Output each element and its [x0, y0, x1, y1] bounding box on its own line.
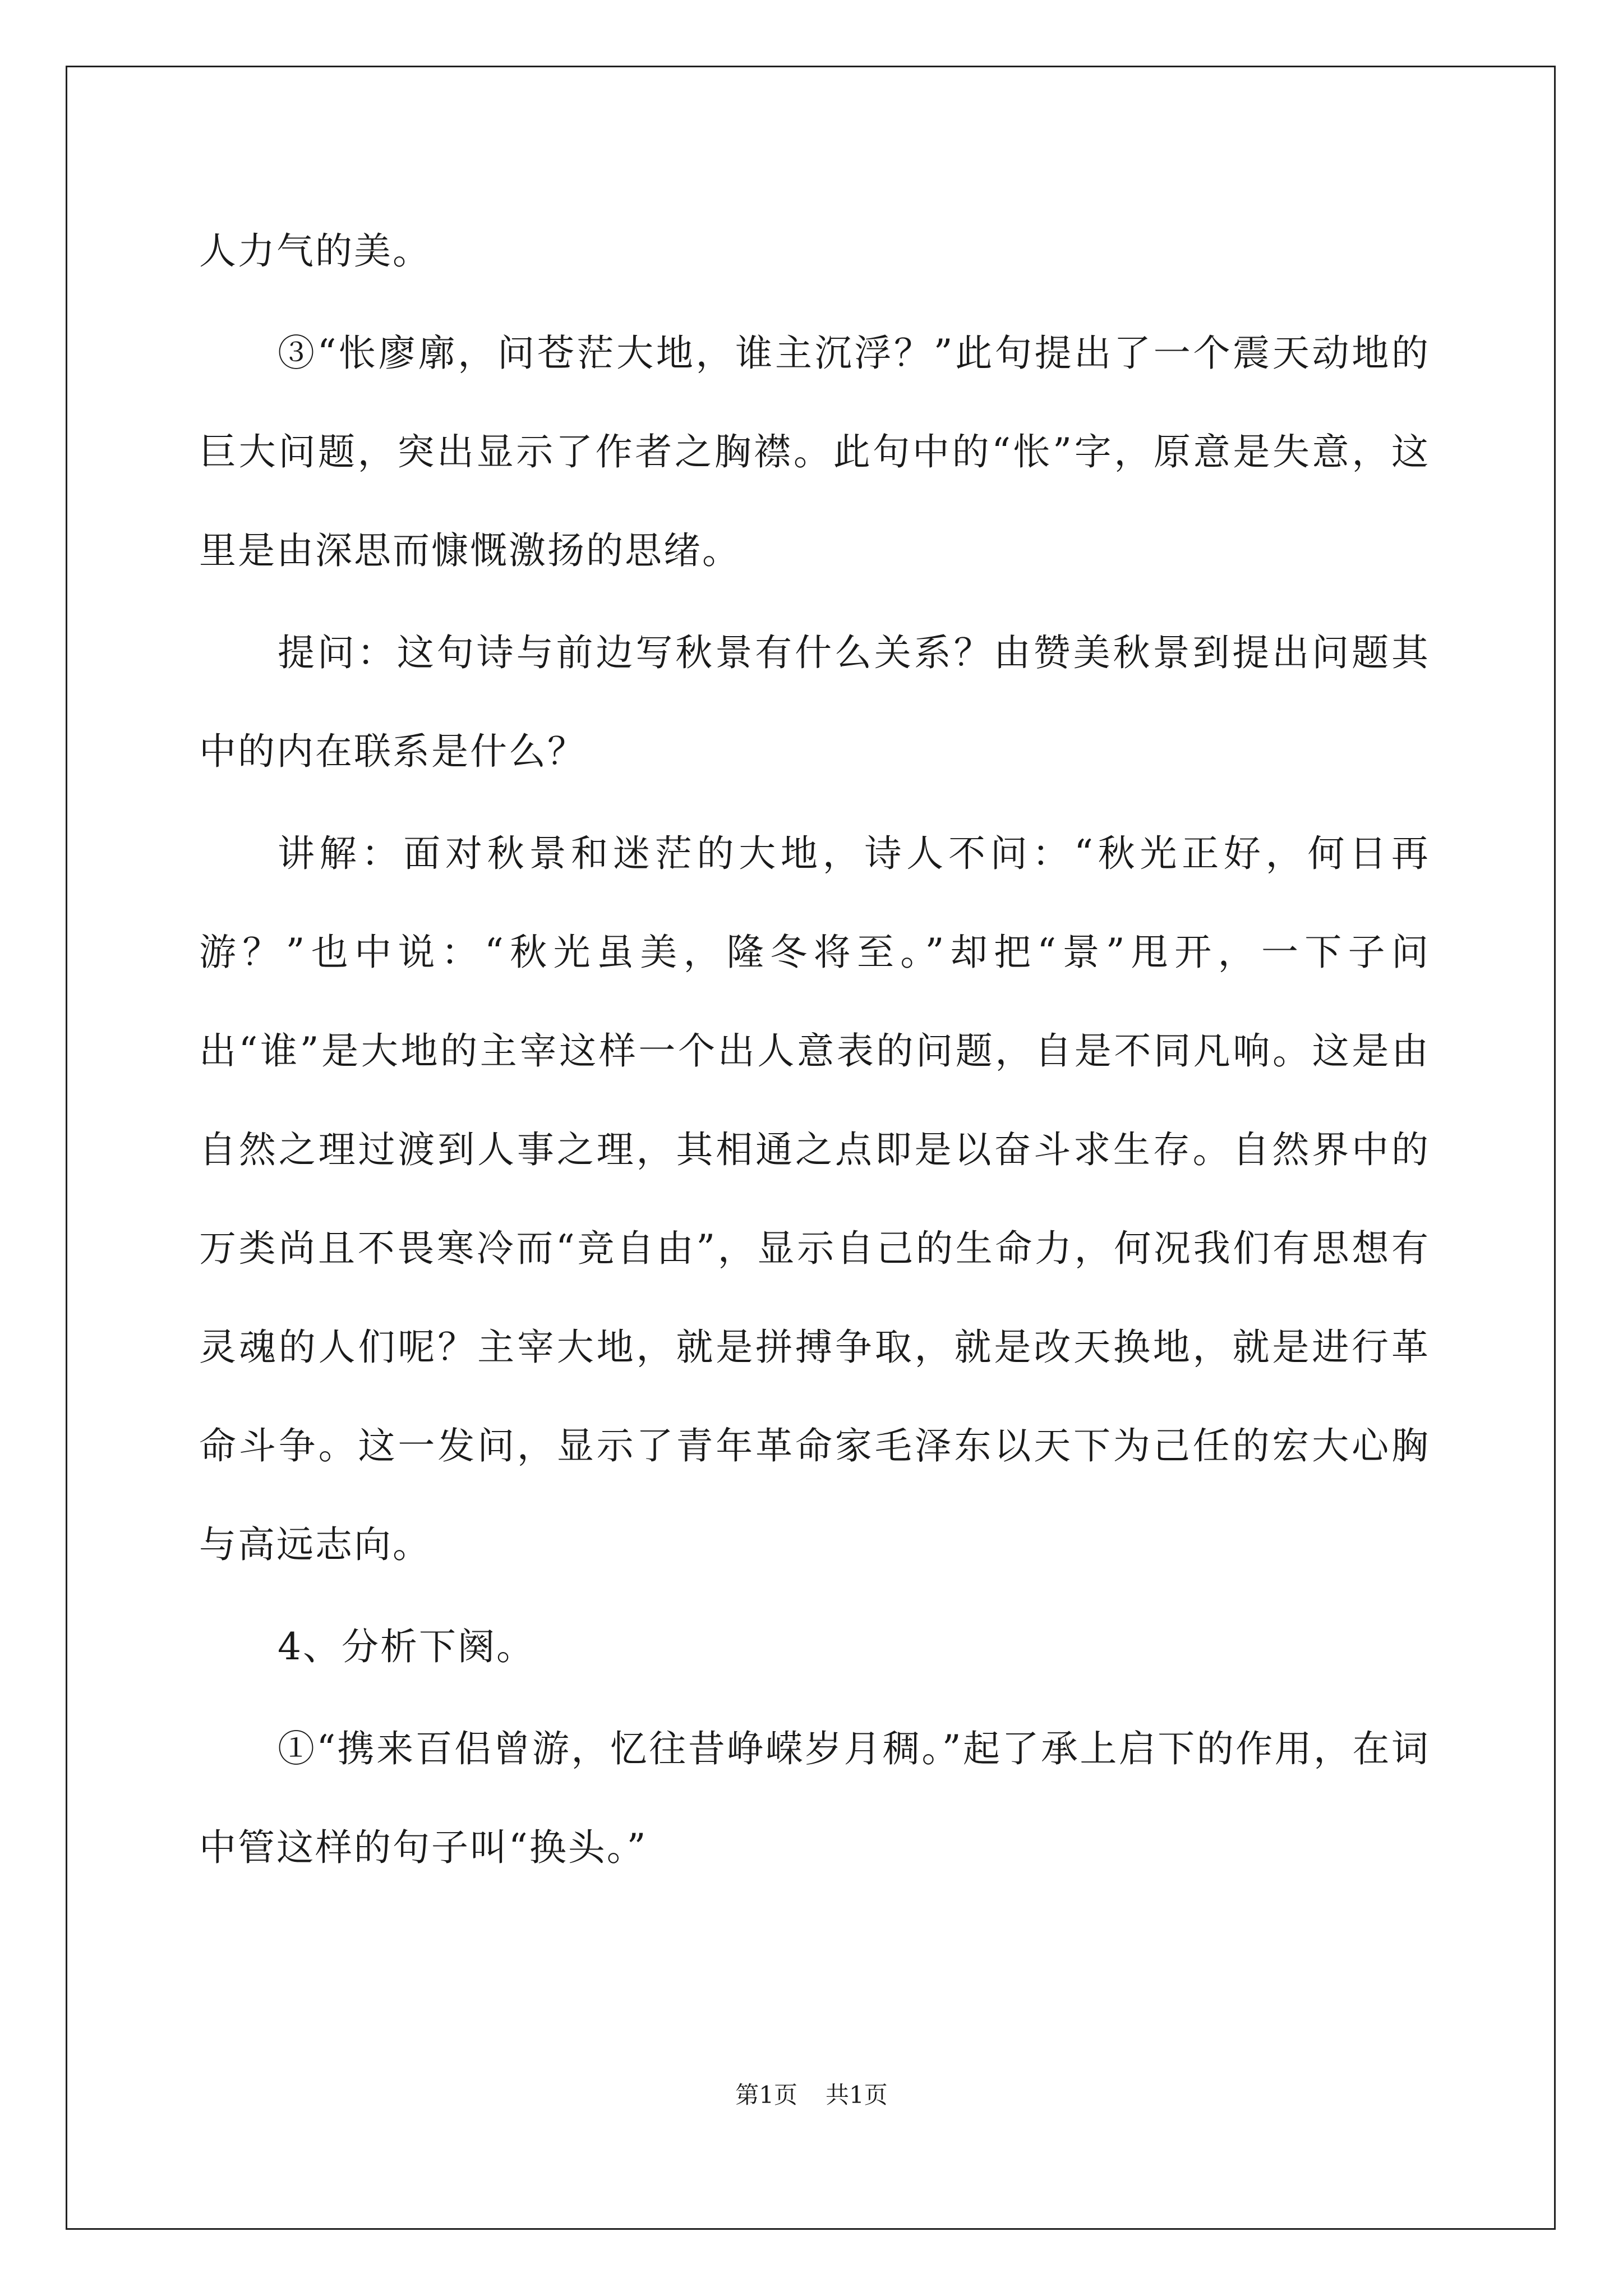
paragraph-3: 提问：这句诗与前边写秋景有什么关系？由赞美秋景到提出问题其中的内在联系是什么？ [199, 631, 1430, 773]
paragraph-6: ①“携来百侣曾游，忆往昔峥嵘岁月稠。”起了承上启下的作用，在词中管这样的句子叫“换头。” [199, 1727, 1430, 1869]
paragraph-2: ③“怅廖廓，问苍茫大地，谁主沉浮？”此句提出了一个震天动地的巨大问题，突出显示了作者之胸襟。此句中的“怅”字，原意是失意，这里是由深思而慷慨激扬的思绪。 [199, 332, 1430, 572]
paragraph-4: 讲解：面对秋景和迷茫的大地，诗人不问：“秋光正好，何日再游？”也中说：“秋光虽美，隆冬将至。”却把“景”甩开，一下子问出“谁”是大地的主宰这样一个出人意表的问题，自是不同凡响。这是由自然之理过渡到人事之理，其相通之点即是以奋斗求生存。自然界中的万类尚且不畏寒冷而“竞自由”，显示自己的生命力，何况我们有思想有灵魂的人们呢？主宰大地，就是拼搏争取，就是改天换地，就是进行革命斗争。这一发问，显示了青年革命家毛泽东以天下为己任的宏大心胸与高远志向。 [199, 832, 1430, 1566]
paragraph-5: 4、分析下阕。 [278, 1625, 535, 1668]
document-body [199, 202, 1430, 1897]
page-footer [0, 2078, 1623, 2112]
page-number: 第1页 [735, 2081, 797, 2109]
paragraph-1: 人力气的美。 [199, 229, 431, 273]
page-total: 共1页 [826, 2081, 888, 2109]
